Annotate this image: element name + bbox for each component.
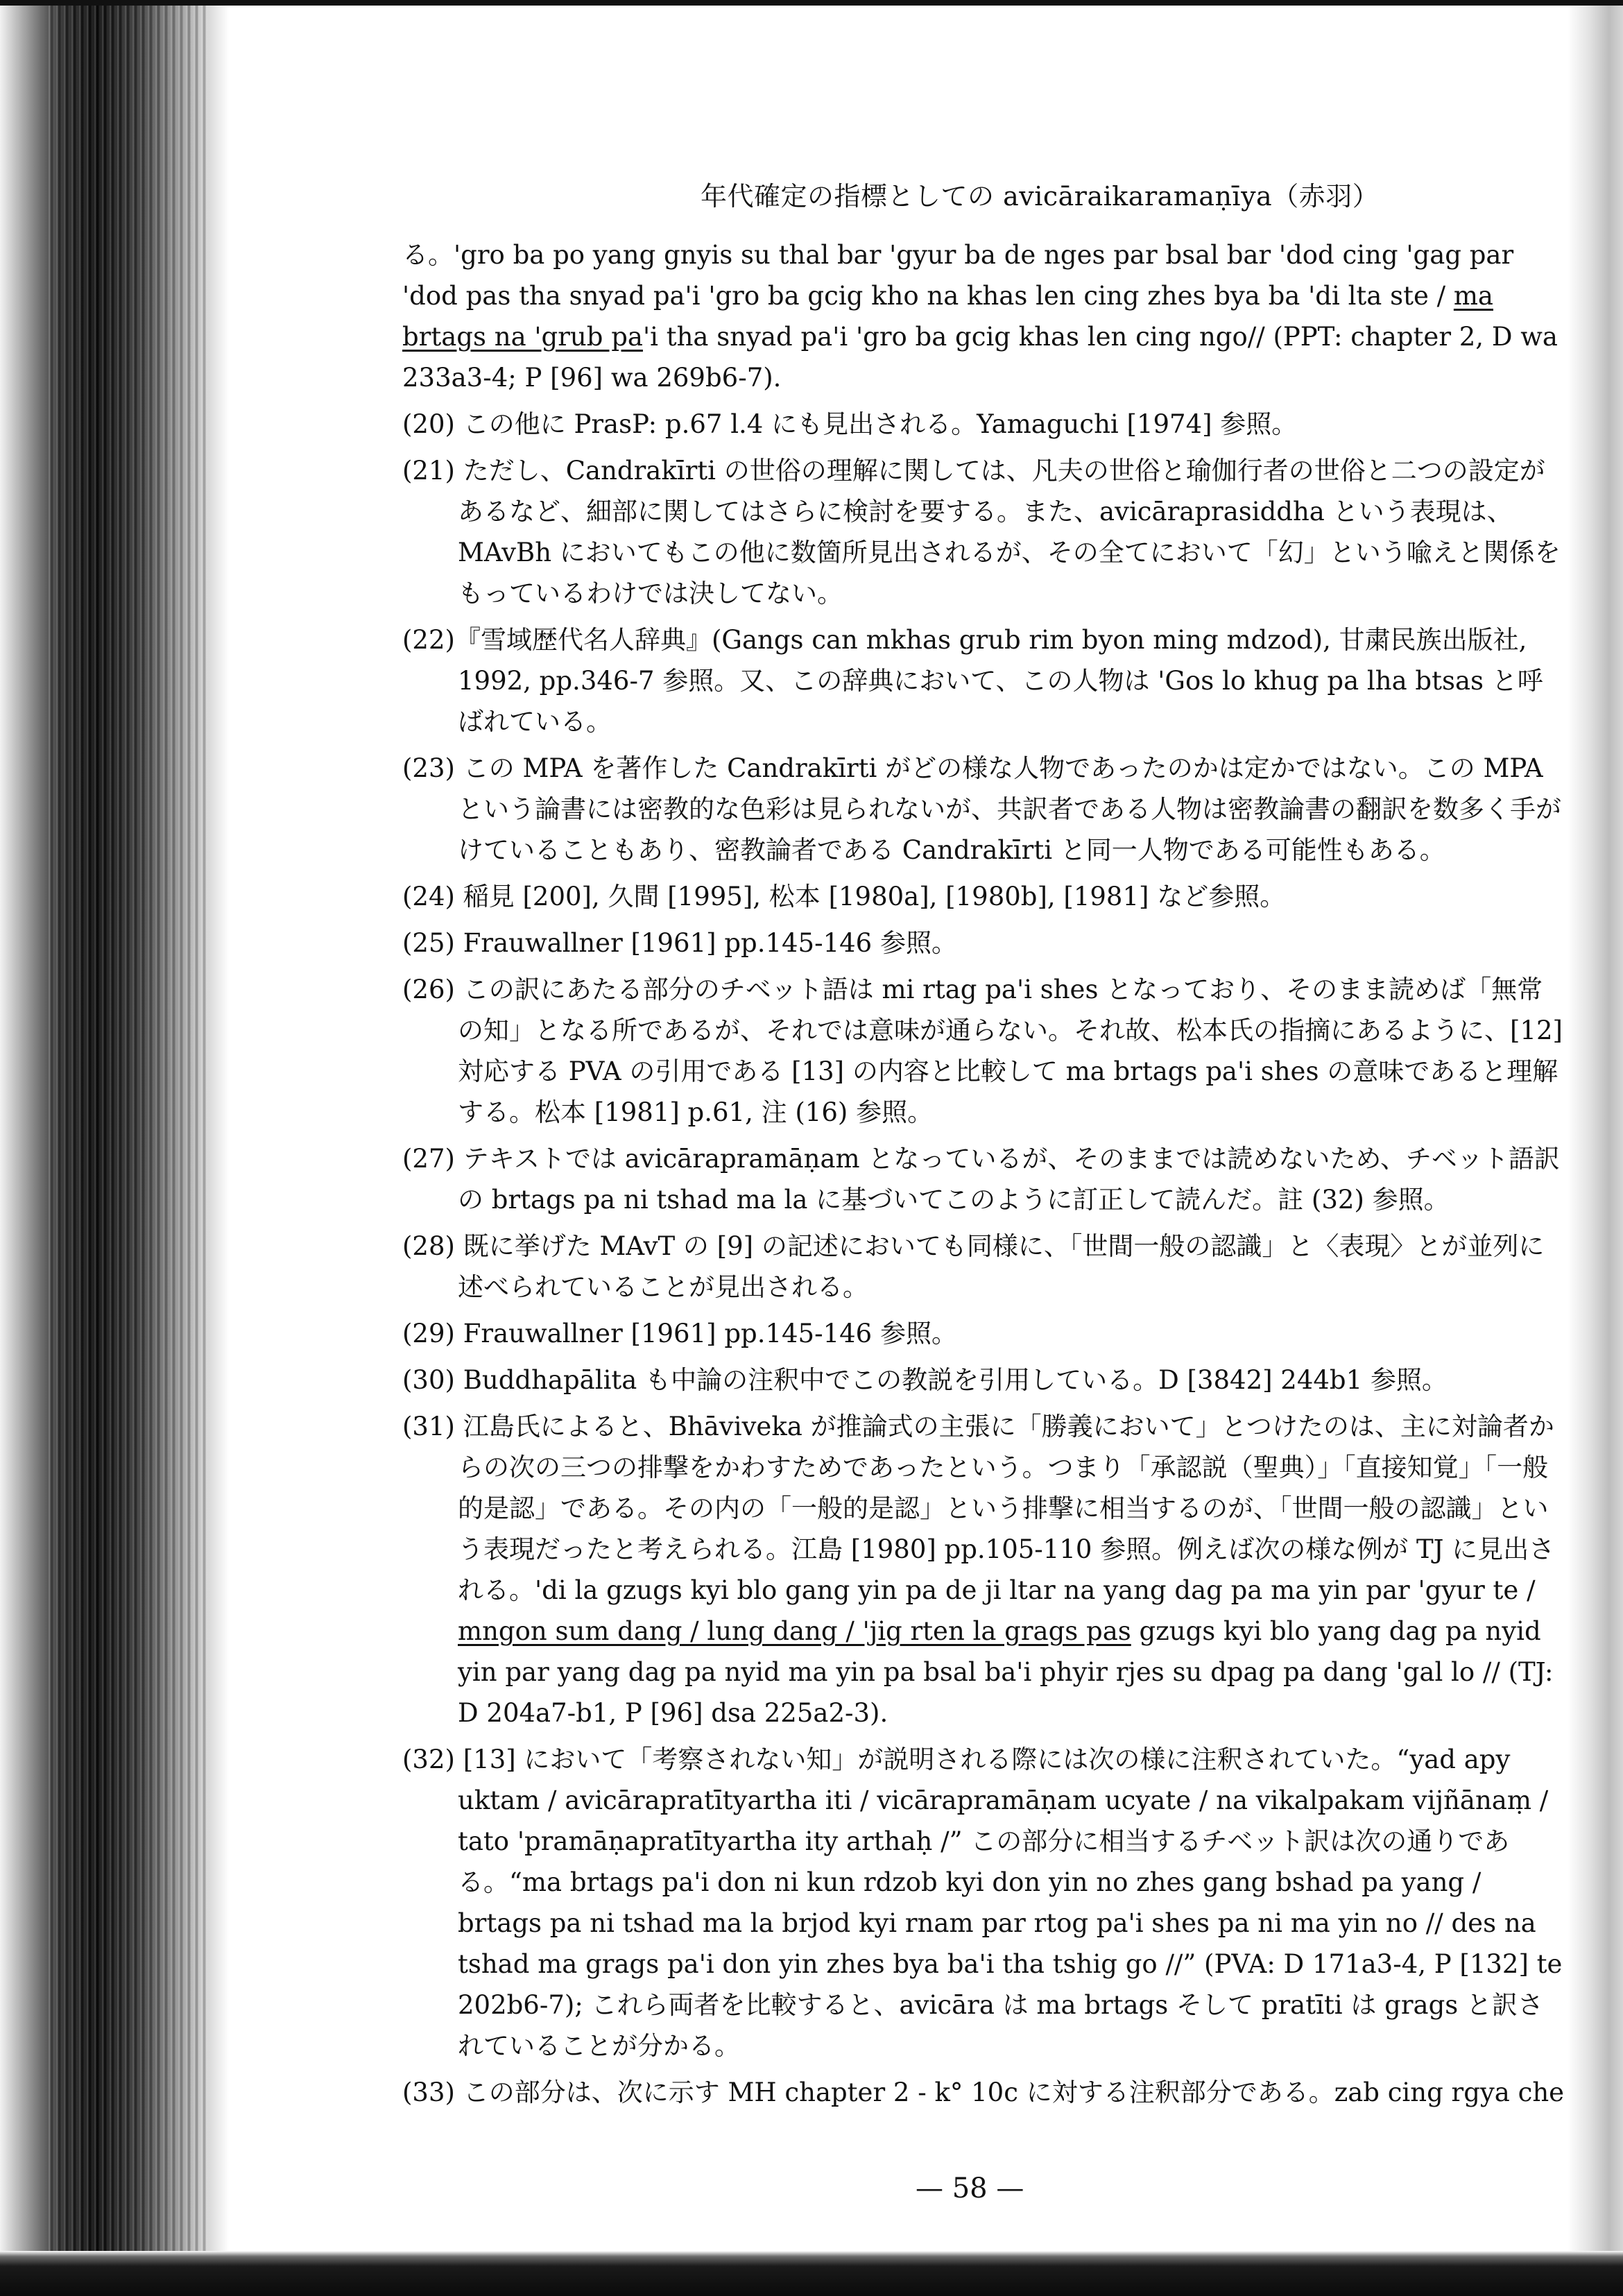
running-header: 年代確定の指標としての avicāraikaramaṇīya（赤羽） — [701, 181, 1380, 212]
footnotes — [402, 234, 1568, 2118]
footnote-31 — [402, 1406, 1568, 1733]
note-continuation — [402, 234, 1568, 398]
footnote-22: (22)『雪域歴代名人辞典』(Gangs can mkhas grub rim byon ming mdzod), 甘粛民族出版社, 1992, pp.346-7 参照。又、この辞典において、この人物は 'Gos lo khug pa lha btsas と呼ばれている。 — [402, 625, 1543, 737]
footnote-20: (20) この他に PrasP: p.67 l.4 にも見出される。Yamaguchi [1974] 参照。 — [402, 409, 1298, 439]
top-border — [0, 0, 1623, 6]
note-continuation-text-a: る。'gro ba po yang gnyis su thal bar 'gyur ba de nges par bsal bar 'dod cing 'gag par 'dod pas tha snyad pa'i 'gro ba gcig kho na khas len cing zhes bya ba 'di lta ste / — [402, 240, 1514, 311]
footnote-23: (23) この MPA を著作した Candrakīrti がどの様な人物であったのかは定かではない。この MPA という論書には密教的な色彩は見られないが、共訳者である人物は密教論書の翻訳を数多く手がけていることもあり、密教論者である Candrakīrti と同一人物である可能性もある。 — [402, 753, 1561, 865]
footnote-26: (26) この訳にあたる部分のチベット語は mi rtag pa'i shes となっており、そのまま読めば「無常の知」となる所であるが、それでは意味が通らない。それ故、松本氏の指摘にあるように、[12] 対応する PVA の引用である [13] の内容と比較して ma brtags pa'i shes の意味であると理解する。松本 [1981] p.61, 注 (16) 参照。 — [402, 975, 1563, 1127]
footnote-29: (29) Frauwallner [1961] pp.145-146 参照。 — [402, 1319, 957, 1348]
footnote-24: (24) 稲見 [200], 久間 [1995], 松本 [1980a], [1980b], [1981] など参照。 — [402, 882, 1286, 911]
footnote-27: (27) テキストでは avicārapramāṇam となっているが、そのままでは読めないため、チベット語訳の brtags pa ni tshad ma la に基づいてこのように訂正して読んだ。註 (32) 参照。 — [402, 1144, 1560, 1215]
footnote-31-text-b: gzugs kyi blo yang dag pa nyid yin par yang dag pa nyid ma yin pa bsal ba'i phyir rjes su dpag pa dang 'gal lo // (TJ: D 204a7-b1, P [96] dsa 225a2-3). — [458, 1616, 1554, 1728]
footnote-30: (30) Buddhapālita も中論の注釈中でこの教説を引用している。D [3842] 244b1 参照。 — [402, 1365, 1448, 1395]
underlined-phrase: mngon sum dang / lung dang / 'jig rten la grags pas — [458, 1616, 1131, 1646]
footnote-32: (32) [13] において「考察されない知」が説明される際には次の様に注釈されていた。“yad apy uktam / avicārapratītyartha iti / vicārapramāṇam ucyate / na vikalpakam vijñānaṃ / tato 'pramāṇapratītyartha ity arthaḥ /” この部分に相当するチベット訳は次の通りである。“ma brtags pa'i don ni kun rdzob kyi don yin no zhes gang bshad pa yang / brtags pa ni tshad ma la brjod kyi rnam par rtog pa'i shes pa ni ma yin no // des na tshad ma grags pa'i don yin zhes bya ba'i tha tshig go //” (PVA: D 171a3-4, P [132] te 202b6-7); これら両者を比較すると、avicāra は ma brtags そして pratīti は grags と訳されていることが分かる。 — [402, 1745, 1563, 2061]
footnote-28: (28) 既に挙げた MAvT の [9] の記述においても同様に、「世間一般の認識」と〈表現〉とが並列に述べられていることが見出される。 — [402, 1231, 1545, 1302]
footnote-31-text-a: (31) 江島氏によると、Bhāviveka が推論式の主張に「勝義において」とつけたのは、主に対論者からの次の三つの排撃をかわすためであったという。つまり「承認説（聖典）」「直接知覚」「一般的是認」である。その内の「一般的是認」という排撃に相当するのが、「世間一般の認識」という表現だったと考えられる。江島 [1980] pp.105-110 参照。例えば次の様な例が TJ に見出される。'di la gzugs kyi blo gang yin pa de ji ltar na yang dag pa ma yin par 'gyur te / — [402, 1412, 1555, 1605]
bottom-scan-shadow — [0, 2251, 1623, 2296]
footnote-21: (21) ただし、Candrakīrti の世俗の理解に関しては、凡夫の世俗と瑜伽行者の世俗と二つの設定があるなど、細部に関してはさらに検討を要する。また、avicāraprasiddha という表現は、MAvBh においてもこの他に数箇所見出されるが、その全てにおいて「幻」という喩えと関係をもっているわけでは決してない。 — [402, 456, 1561, 608]
underlined-phrase: ma brtags na 'grub pa — [402, 281, 1493, 352]
note-continuation-text-b: 'i tha snyad pa'i 'gro ba gcig khas len cing ngo// (PPT: chapter 2, D wa 233a3-4; P [96] wa 269b6-7). — [402, 322, 1558, 393]
binding-streaks — [49, 0, 208, 2296]
page-number: — 58 — — [916, 2173, 1024, 2204]
footnote-33: (33) この部分は、次に示す MH chapter 2 - k° 10c に対する注釈部分である。zab cing rgya che — [402, 2077, 1565, 2107]
right-edge-shadow — [1568, 0, 1623, 2296]
footnote-25: (25) Frauwallner [1961] pp.145-146 参照。 — [402, 928, 957, 958]
